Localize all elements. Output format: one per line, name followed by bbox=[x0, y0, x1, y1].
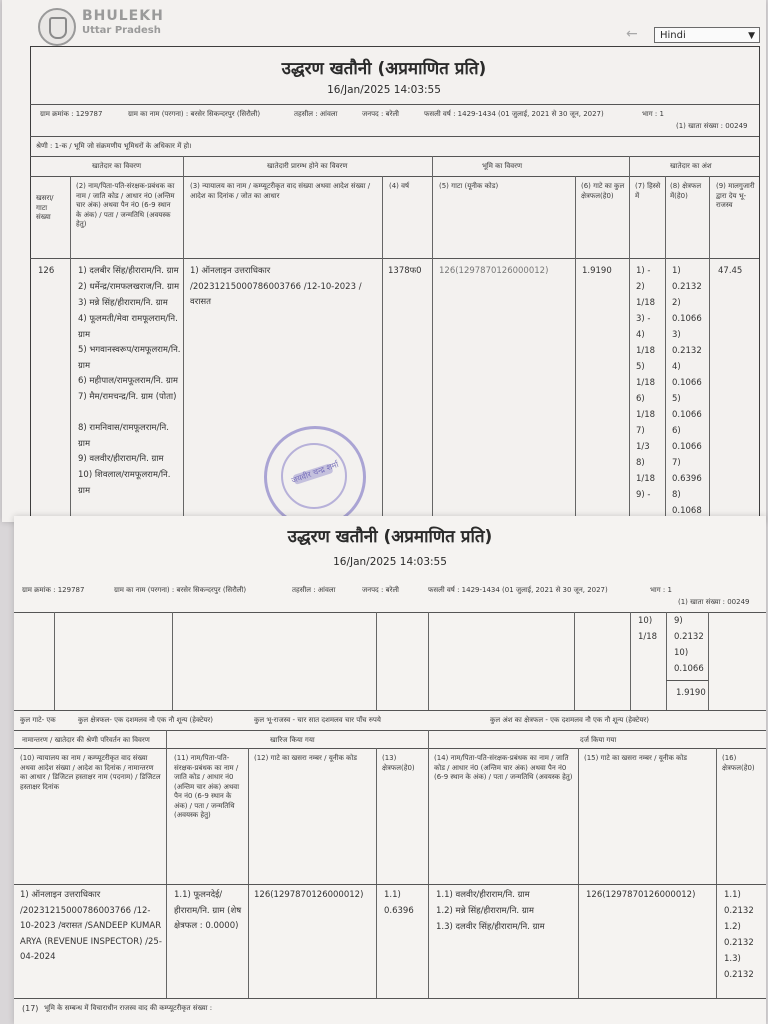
list-item: 1) bbox=[672, 266, 681, 276]
year: 1378फ0 bbox=[388, 266, 422, 276]
district: जनपद : बरेली bbox=[362, 110, 399, 118]
list-item: 2) bbox=[672, 298, 681, 308]
khatauni-sheet-bottom bbox=[14, 516, 766, 1024]
added-area: 0.2132 bbox=[724, 938, 754, 948]
land-revenue: 47.45 bbox=[718, 266, 743, 276]
khasra-number: 126 bbox=[38, 266, 55, 276]
list-item: 0.2132 bbox=[672, 346, 702, 356]
total-area-words: कुल क्षेत्रफल- एक दशमलव नौ एक नौ शून्य (हेक्टेयर) bbox=[78, 716, 213, 724]
col-header-share: (7) हिस्से में bbox=[635, 182, 661, 200]
village-name: ग्राम का नाम (परगना) : बरसेर सिकन्दरपुर (सिरौली) bbox=[128, 110, 261, 118]
list-item: 1/18 bbox=[636, 410, 656, 420]
tehsil: तहसील : आंवला bbox=[292, 586, 336, 594]
col-header-court: (3) न्यायालय का नाम / कम्प्यूटरीकृत वाद संख्या अथवा आदेश संख्या / आदेश का दिनांक / जोत का आधार bbox=[190, 182, 371, 200]
total-area: 1.9190 bbox=[582, 266, 612, 276]
khata-number: (1) खाता संख्या : 00249 bbox=[676, 122, 748, 130]
group-header-share: खातेदार का अंश bbox=[670, 162, 712, 170]
list-item: 2) bbox=[636, 282, 645, 292]
group-header-added: दर्ज किया गया bbox=[580, 736, 617, 744]
col-header-revenue: (9) मालगुजारी द्वारा देय भू-राजस्व bbox=[716, 182, 755, 209]
seal-text: जयवीर चन्द्र शर्मा bbox=[290, 459, 340, 486]
total-share-words: कुल अंश का क्षेत्रफल - एक दशमलव नौ एक नौ शून्य (हेक्टेयर) bbox=[490, 716, 649, 724]
khata-number: (1) खाता संख्या : 00249 bbox=[678, 598, 750, 606]
col-header-total-area: (6) गाटे का कुल क्षेत्रफल(हे0) bbox=[581, 182, 625, 200]
group-header-land: भूमि का विवरण bbox=[482, 162, 523, 170]
area-cont: 9) bbox=[674, 616, 683, 626]
mutation-order: 1) ऑनलाइन उत्तराधिकार /20231215000786003766 /12-10-2023 /वरासत /SANDEEP KUMAR ARYA (REVENUE INSPECTOR) /25-04-2024 bbox=[20, 890, 162, 962]
added-owner: 1.1) वलवीर/हीराराम/नि. ग्राम bbox=[436, 890, 530, 900]
list-item: 6) bbox=[672, 426, 681, 436]
group-header-tenure: खातेदारी प्रारम्भ होने का विवरण bbox=[267, 162, 348, 170]
list-item: 4) bbox=[636, 330, 645, 340]
fasli-year: फसली वर्ष : 1429-1434 (01 जुलाई, 2021 से 30 जून, 2027) bbox=[424, 110, 604, 118]
share-cont: 1/18 bbox=[638, 632, 658, 642]
col-header-c16: (16) क्षेत्रफल(हे0) bbox=[722, 754, 755, 772]
list-item: 2) धर्मेन्द्र/रामफलखराज/नि. ग्राम bbox=[78, 282, 180, 292]
list-item: 0.1066 bbox=[672, 410, 702, 420]
added-area: 1.2) bbox=[724, 922, 741, 932]
official-seal bbox=[264, 426, 366, 528]
list-item: 4) bbox=[672, 362, 681, 372]
list-item: 6) महीपाल/रामफूलराम/नि. ग्राम bbox=[78, 376, 178, 386]
removed-owner: 1.1) फूलनदेई/ हीराराम/नि. ग्राम (शेष क्षेत्रफल : 0.0000) bbox=[174, 890, 242, 931]
list-item: 7) bbox=[636, 426, 645, 436]
village-code: ग्राम क्रमांक : 129787 bbox=[40, 110, 103, 118]
list-item: 5) bbox=[672, 394, 681, 404]
list-item: 1/18 bbox=[636, 474, 656, 484]
list-item: 1/18 bbox=[636, 378, 656, 388]
category: श्रेणी : 1-क / भूमि जो संक्रमणीय भूमिधरों के अधिकार में हो। bbox=[36, 142, 192, 150]
back-arrow-icon[interactable]: ← bbox=[626, 26, 638, 42]
list-item: 5) bbox=[636, 362, 645, 372]
list-item: 0.1066 bbox=[672, 314, 702, 324]
group-header-mutation: नामान्तरण / खातेदार की श्रेणी परिवर्तन का विवरण bbox=[22, 736, 150, 744]
col-header-c11: (11) नाम/पिता-पति-संरक्षक-प्रबंधक का नाम / जाति कोड / आधार नं0 (अन्तिम चार अंक) अथवा पैन नं0 (6-9 स्थान के अंक) / पता / जन्मतिथि (अवयस्क हेतु) bbox=[174, 754, 240, 819]
village-name: ग्राम का नाम (परगना) : बरसेर सिकन्दरपुर (सिरौली) bbox=[114, 586, 247, 594]
col-header-c15: (15) गाटे का खसरा नम्बर / यूनीक कोड bbox=[584, 754, 687, 762]
group-header-owner: खातेदार का विवरण bbox=[92, 162, 142, 170]
total-plots: कुल गाटे- एक bbox=[20, 716, 56, 724]
fasli-year: फसली वर्ष : 1429-1434 (01 जुलाई, 2021 से 30 जून, 2027) bbox=[428, 586, 608, 594]
col-header-area: (8) क्षेत्रफल में(हे0) bbox=[670, 182, 702, 200]
share-cont: 10) bbox=[638, 616, 653, 626]
list-item: 7) bbox=[672, 458, 681, 468]
list-item: 8) bbox=[636, 458, 645, 468]
added-area: 0.2132 bbox=[724, 970, 754, 980]
col-header-owner: (2) नाम/पिता-पति-संरक्षक-प्रबंधक का नाम / जाति कोड / आधार नं0 (अन्तिम चार अंक) अथवा पैन नं0 (6-9 स्थान के अंक) / पता / जन्मतिथि (अवयस्क हेतु) bbox=[76, 182, 175, 228]
footer-number: (17) bbox=[22, 1004, 39, 1013]
col-header-c12: (12) गाटे का खसरा नम्बर / यूनीक कोड bbox=[254, 754, 357, 762]
up-emblem-icon bbox=[38, 8, 76, 46]
col-header-gata: (5) गाटा (यूनीक कोड) bbox=[439, 182, 499, 190]
part: भाग : 1 bbox=[642, 110, 664, 118]
language-select-value: Hindi bbox=[660, 30, 686, 41]
area-total: 1.9190 bbox=[676, 688, 706, 698]
district: जनपद : बरेली bbox=[362, 586, 399, 594]
col-header-c10: (10) न्यायालय का नाम / कम्प्यूटरीकृत वाद संख्या अथवा आदेश संख्या / आदेश का दिनांक / नामान्तरण का आधार / डिजिटल हस्ताक्षर नाम (पदनाम) / डिजिटल हस्ताक्षर दिनांक bbox=[20, 754, 161, 791]
page-title: उद्धरण खतौनी (अप्रमाणित प्रति) bbox=[287, 527, 493, 547]
chevron-down-icon: ▼ bbox=[748, 31, 755, 41]
added-owner: 1.2) मन्ने सिंह/हीराराम/नि. ग्राम bbox=[436, 906, 534, 916]
list-item: 1/18 bbox=[636, 298, 656, 308]
list-item: 0.2132 bbox=[672, 282, 702, 292]
list-item: 8) रामनिवास/रामफूलराम/नि. ग्राम bbox=[78, 423, 169, 449]
added-gata: 126(1297870126000012) bbox=[586, 890, 696, 900]
added-area: 1.1) bbox=[724, 890, 741, 900]
area-cont: 0.2132 bbox=[674, 632, 704, 642]
area-cont: 0.1066 bbox=[674, 664, 704, 674]
col-header-year: (4) वर्ष bbox=[389, 182, 410, 190]
portal-brand: BHULEKH bbox=[82, 8, 164, 24]
list-item: 7) मैम/रामचन्द्र/नि. ग्राम (पोता) bbox=[78, 392, 177, 402]
col-header-c14: (14) नाम/पिता-पति-संरक्षक-प्रबंधक का नाम / जाति कोड / आधार नं0 (अन्तिम चार अंक) अथवा पैन नं0 (6-9 स्थान के अंक) / पता / जन्मतिथि (अवयस्क हेतु) bbox=[434, 754, 573, 781]
list-item: 6) bbox=[636, 394, 645, 404]
total-revenue-words: कुल भू-राजस्व - चार सात दशमलव चार पाँच रुपये bbox=[254, 716, 381, 724]
list-item: 9) वलवीर/हीराराम/नि. ग्राम bbox=[78, 454, 164, 464]
added-area: 0.2132 bbox=[724, 906, 754, 916]
gata-code: 126(1297870126000012) bbox=[439, 266, 549, 276]
list-item: 5) भगवानस्वरूप/रामफूलराम/नि. ग्राम bbox=[78, 345, 181, 371]
list-item: 0.1068 bbox=[672, 506, 702, 516]
list-item: 0.6396 bbox=[672, 474, 702, 484]
area-cont: 10) bbox=[674, 648, 689, 658]
list-item: 3) - bbox=[636, 314, 651, 324]
village-code: ग्राम क्रमांक : 129787 bbox=[22, 586, 85, 594]
list-item: 4) फूलमती/मेवा रामफूलराम/नि. ग्राम bbox=[78, 314, 178, 340]
portal-state: Uttar Pradesh bbox=[82, 25, 161, 36]
khatauni-sheet-top bbox=[2, 0, 766, 522]
list-item: 8) bbox=[672, 490, 681, 500]
col-header-khasra: खसरा/ गाटा संख्या bbox=[36, 194, 54, 221]
list-item: 1) दलबीर सिंह/हीराराम/नि. ग्राम bbox=[78, 266, 179, 276]
list-item: 0.1066 bbox=[672, 442, 702, 452]
list-item: 3) bbox=[672, 330, 681, 340]
page-title: उद्धरण खतौनी (अप्रमाणित प्रति) bbox=[281, 59, 487, 79]
court-order: 1) ऑनलाइन उत्तराधिकार /20231215000786003766 /12-10-2023 / वरासत bbox=[190, 266, 362, 307]
list-item: 1) - bbox=[636, 266, 651, 276]
list-item: 10) शिवलाल/रामफूलराम/नि. ग्राम bbox=[78, 470, 171, 496]
document-datetime: 16/Jan/2025 14:03:55 bbox=[333, 556, 447, 568]
part: भाग : 1 bbox=[650, 586, 672, 594]
list-item: 1/3 bbox=[636, 442, 650, 452]
list-item: 0.1066 bbox=[672, 378, 702, 388]
list-item: 3) मन्ने सिंह/हीराराम/नि. ग्राम bbox=[78, 298, 168, 308]
language-select[interactable] bbox=[654, 27, 760, 43]
col-header-c13: (13) क्षेत्रफल(हे0) bbox=[382, 754, 415, 772]
added-area: 1.3) bbox=[724, 954, 741, 964]
group-header-removed: खारिज किया गया bbox=[270, 736, 315, 744]
document-datetime: 16/Jan/2025 14:03:55 bbox=[327, 84, 441, 96]
list-item: 9) - bbox=[636, 490, 651, 500]
removed-area-value: 0.6396 bbox=[384, 906, 414, 916]
tehsil: तहसील : आंवला bbox=[294, 110, 338, 118]
list-item: 1/18 bbox=[636, 346, 656, 356]
pending-case-label: भूमि के सम्बन्ध में विचाराधीन राजस्व वाद की कम्प्यूटरीकृत संख्या : bbox=[44, 1004, 213, 1012]
removed-area-label: 1.1) bbox=[384, 890, 401, 900]
removed-gata: 126(1297870126000012) bbox=[254, 890, 364, 900]
added-owner: 1.3) दलवीर सिंह/हीराराम/नि. ग्राम bbox=[436, 922, 545, 932]
